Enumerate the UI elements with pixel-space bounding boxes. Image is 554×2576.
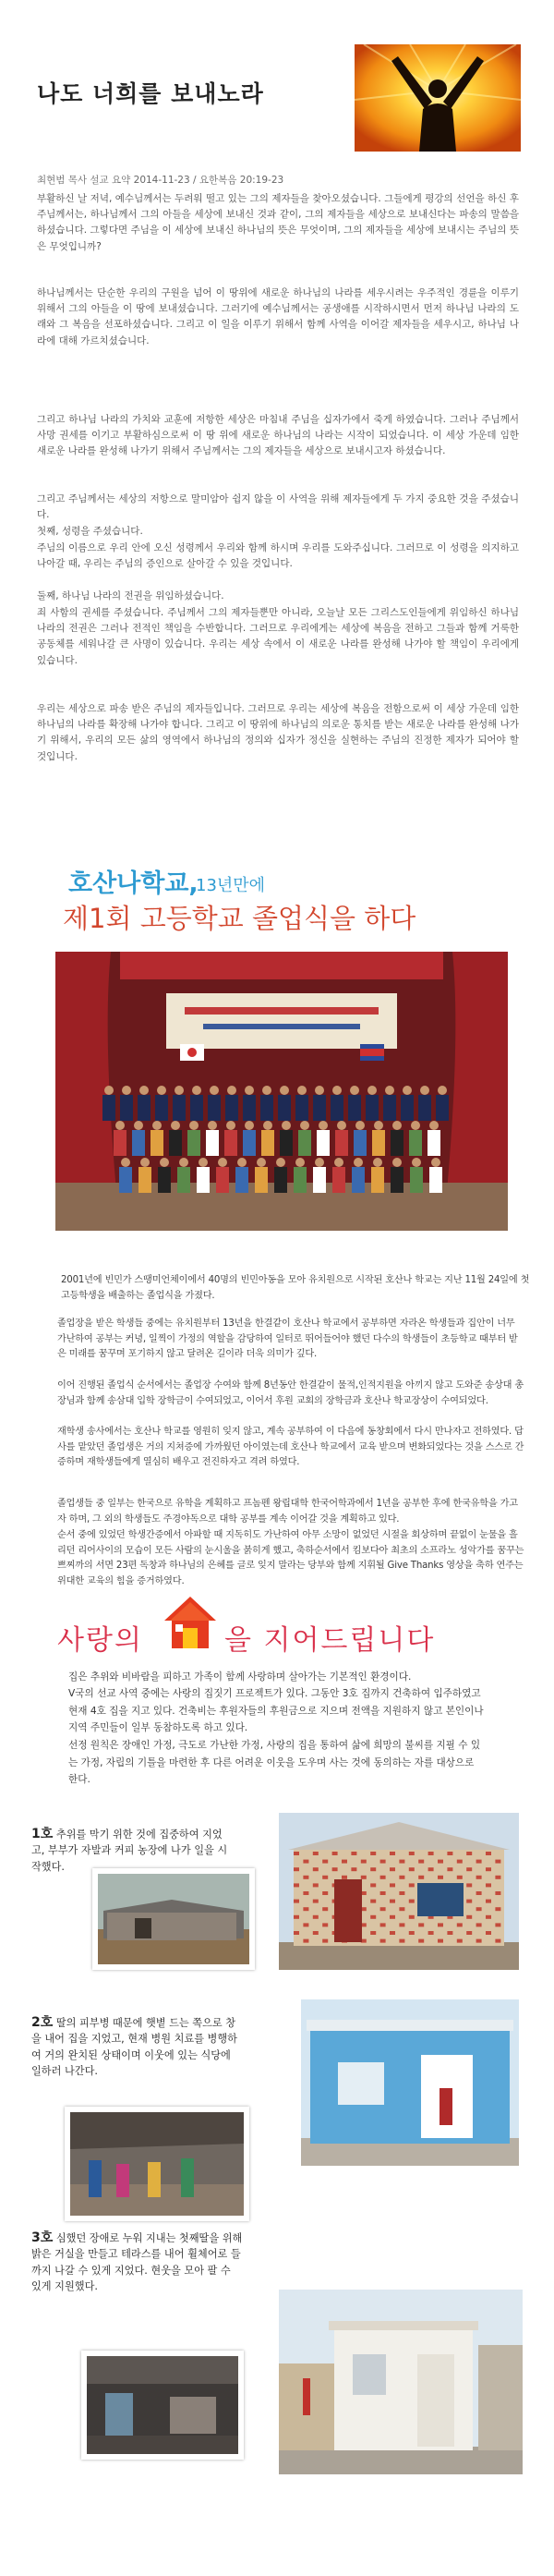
crowd-body <box>391 1130 403 1156</box>
sermon-paragraph-4: 그리고 주님께서는 세상의 저항으로 말미암아 쉽지 않을 이 사역을 위해 제자들에게 두 가지 중요한 것을 주셨습니다. <box>37 493 519 521</box>
crowd-body <box>260 1095 273 1121</box>
brick-tile <box>313 1931 319 1935</box>
crowd-head <box>152 1121 162 1130</box>
crowd-body <box>278 1095 291 1121</box>
brick-tile <box>380 1923 386 1926</box>
crowd-head <box>192 1086 201 1095</box>
sermon-meta: 최현범 목사 설교 요약 2014-11-23 / 요한복음 20:19-23 <box>37 175 284 186</box>
crowd-body <box>352 1167 365 1193</box>
crowd-head <box>262 1086 271 1095</box>
crowd-head <box>160 1158 169 1167</box>
crowd-body <box>197 1167 210 1193</box>
brick-tile <box>466 1883 472 1887</box>
crowd-head <box>392 1121 402 1130</box>
crowd-body <box>429 1167 442 1193</box>
crowd-body <box>313 1167 326 1193</box>
house-title-left: 사랑의 <box>57 1624 143 1657</box>
house-title <box>57 1617 435 1658</box>
brick-tile <box>466 1867 472 1871</box>
brick-tile <box>370 1915 376 1919</box>
crowd-head <box>297 1086 307 1095</box>
crowd-body <box>409 1130 422 1156</box>
brick-tile <box>390 1915 395 1919</box>
crowd-head <box>282 1121 291 1130</box>
crowd-body <box>372 1130 385 1156</box>
crowd-head <box>237 1158 247 1167</box>
crowd-head <box>134 1121 143 1130</box>
brick-tile <box>438 1939 443 1943</box>
brick-tile <box>495 1860 500 1864</box>
brick-tile <box>332 1867 338 1871</box>
crowd-body <box>177 1167 190 1193</box>
crowd-head <box>354 1158 363 1167</box>
crowd-head <box>122 1086 131 1095</box>
brick-tile <box>322 1891 328 1895</box>
brick-tile <box>476 1923 482 1926</box>
house-icon <box>161 1593 220 1652</box>
sermon-paragraph-8: 죄 사함의 권세를 주셨습니다. 주님께서 그의 제자들뿐만 아니라, 오늘날 모든 그리스도인들에게 위임하신 하나님 나라의 전권은 그러나 전적인 책임을 수반합니다. 그러므로 우리에게는 세상에 복음을 전하고 그들과 함께 거룩한 공동체를 세워나갈 큰 사명이 있습니다. 우리는 세상 속에서 이 새로운 나라를 완성해 나가야 할 책임이 우리에게 있습니다. <box>37 607 519 666</box>
case-2-number: 2호 <box>31 2015 54 2030</box>
brick-tile <box>390 1931 395 1935</box>
crowd-body <box>169 1130 182 1156</box>
crowd-head <box>403 1086 412 1095</box>
crowd-body <box>102 1095 115 1121</box>
brick-tile <box>332 1852 338 1855</box>
brick-tile <box>486 1900 491 1903</box>
brick-tile <box>418 1939 424 1943</box>
brick-tile <box>303 1939 308 1943</box>
crowd-body <box>243 1095 256 1121</box>
crowd-head <box>373 1158 382 1167</box>
crowd-head <box>319 1121 328 1130</box>
brick-tile <box>495 1923 500 1926</box>
crowd-head <box>208 1121 217 1130</box>
crowd-head <box>210 1086 219 1095</box>
brick-tile <box>409 1852 415 1855</box>
brick-tile <box>466 1852 472 1855</box>
house-intro-3: 선정 원칙은 장애인 가정, 극도로 가난한 가정, 사랑의 집을 통하여 삶에 희망의 불씨를 지필 수 있는 가정, 자립의 기틀을 마련한 후 다른 어려운 이웃을 도우며 사는 것에 동의하는 자를 대상으로 한다. <box>68 1740 481 1786</box>
crowd-body <box>187 1130 200 1156</box>
crowd-head <box>411 1121 420 1130</box>
brick-tile <box>476 1876 482 1879</box>
crowd-head <box>412 1158 421 1167</box>
brick-tile <box>390 1867 395 1871</box>
crowd-body <box>190 1095 203 1121</box>
sermon-paragraph-1: 부활하신 날 저녁, 예수님께서는 두려워 떨고 있는 그의 제자들을 찾아오셨습니다. 그들에게 평강의 선언을 하신 후 주님께서는, 하나님께서 그의 아들을 세상에 보내신 것과 같이, 그의 제자들을 세상으로 보내신다는 파송의 말씀을 하셨습니다. 그렇다면 주님을 이 세상에 보내신 하나님의 뜻은 무엇이며, 그의 제자들을 세상에 보내시는 주님의 뜻은 무엇입니까? <box>37 193 519 252</box>
crowd-head <box>175 1086 184 1095</box>
crowd-head <box>227 1086 236 1095</box>
brick-tile <box>303 1907 308 1911</box>
brick-tile <box>409 1915 415 1919</box>
brick-tile <box>313 1852 319 1855</box>
crowd-head <box>355 1121 365 1130</box>
brick-tile <box>390 1883 395 1887</box>
school-paragraph-3: 이어 진행된 졸업식 순서에서는 졸업장 수여와 함께 8년동안 한결같이 물적,인적지원을 아끼지 않고 도와준 송상대 총장님과 함께 송삼대 입학 장학금이 수여되었고, 이어서 후원 교회의 장학금과 호산나 학교장상이 수여되었다. <box>57 1380 524 1406</box>
brick-tile <box>447 1852 452 1855</box>
crowd-body <box>235 1167 248 1193</box>
crowd-body <box>173 1095 186 1121</box>
brick-tile <box>418 1860 424 1864</box>
brick-tile <box>303 1860 308 1864</box>
brick-tile <box>495 1907 500 1911</box>
crowd-head <box>315 1158 324 1167</box>
crowd-body <box>274 1167 287 1193</box>
crowd-body <box>120 1095 133 1121</box>
brick-tile <box>399 1876 404 1879</box>
crowd-body <box>255 1167 268 1193</box>
house-title-right: 을 지어드립니다 <box>223 1624 436 1657</box>
crowd-body <box>243 1130 256 1156</box>
crowd-head <box>429 1121 439 1130</box>
case-3-after-photo <box>279 2290 523 2474</box>
brick-tile <box>466 1900 472 1903</box>
crowd-body <box>114 1130 126 1156</box>
brick-tile <box>313 1867 319 1871</box>
brick-tile <box>294 1867 299 1871</box>
crowd-body <box>298 1130 311 1156</box>
case-2-text <box>31 2015 244 2080</box>
brick-tile <box>476 1891 482 1895</box>
crowd-body <box>132 1130 145 1156</box>
brick-tile <box>322 1876 328 1879</box>
brick-tile <box>390 1852 395 1855</box>
sermon-paragraph-6: 주님의 이름으로 우리 안에 오신 성령께서 우리와 함께 하시며 우리를 도와주십니다. 그러므로 이 성령을 의지하고 나아갈 때, 우리는 주님의 증인으로 살아갈 수 있을 것입니다. <box>37 542 519 570</box>
crowd-head <box>374 1121 383 1130</box>
brick-tile <box>409 1867 415 1871</box>
house-intro-2: V국의 선교 사역 중에는 사랑의 집짓기 프로젝트가 있다. 그동안 3호 집까지 건축하여 입주하였고 현재 4호 집을 지고 있다. 건축비는 후원자들의 후원금으로 지으며 전액을 지원하지 않고 본인이나 지역 주민들이 일부 동참하도록 하고 있다. <box>68 1688 484 1734</box>
brick-tile <box>294 1852 299 1855</box>
brick-tile <box>486 1867 491 1871</box>
brick-tile <box>457 1876 463 1879</box>
crowd-body <box>313 1095 326 1121</box>
crowd-head <box>350 1086 359 1095</box>
crowd-head <box>300 1121 309 1130</box>
case-3-number: 3호 <box>31 2230 54 2245</box>
brick-tile <box>476 1907 482 1911</box>
brick-tile <box>457 1923 463 1926</box>
crowd-body <box>348 1095 361 1121</box>
brick-tile <box>409 1931 415 1935</box>
case-2-before-photo <box>65 2107 249 2221</box>
graduation-photo <box>55 952 508 1231</box>
case-3-text <box>31 2230 244 2295</box>
brick-tile <box>399 1891 404 1895</box>
crowd-body <box>151 1130 163 1156</box>
case-2-after-photo <box>301 1999 519 2166</box>
brick-tile <box>361 1860 367 1864</box>
brick-tile <box>351 1867 356 1871</box>
brick-tile <box>380 1891 386 1895</box>
crowd-head <box>121 1158 130 1167</box>
brick-tile <box>361 1876 367 1879</box>
crowd-body <box>208 1095 221 1121</box>
crowd-head <box>171 1121 180 1130</box>
school-paragraph-6: 순서 중에 있었던 학생간증에서 아파할 때 지독히도 가난하여 아무 소망이 없었던 시절을 회상하며 끝없이 눈물을 흘리던 리어사이의 모습이 모든 사람의 눈시울을 붉히게 했고, 축하순서에서 킴보다아 최초의 소프라노 성악가를 꿈꾸는 쁘찌까의 서면 23편 독창과 하나님의 은혜를 글로 잊지 말라는 당부와 함께 지휘될 Give Thanks 영상을 축하 연주는 위대한 교육의 힘을 증거하였다. <box>57 1530 524 1586</box>
sermon-paragraph-5: 첫째, 성령을 주셨습니다. <box>37 526 143 537</box>
crowd-body <box>371 1167 384 1193</box>
brick-tile <box>380 1876 386 1879</box>
crowd-body <box>436 1095 449 1121</box>
crowd-head <box>226 1121 235 1130</box>
crowd-head <box>385 1086 394 1095</box>
crowd-head <box>334 1158 343 1167</box>
crowd-body <box>294 1167 307 1193</box>
brick-tile <box>466 1931 472 1935</box>
brick-tile <box>390 1900 395 1903</box>
crowd-head <box>263 1121 272 1130</box>
crowd-head <box>257 1158 266 1167</box>
brick-tile <box>294 1883 299 1887</box>
brick-tile <box>342 1860 347 1864</box>
brick-tile <box>476 1860 482 1864</box>
brick-tile <box>322 1923 328 1926</box>
crowd-body <box>206 1130 219 1156</box>
school-heading: 호산나학교, <box>68 869 199 898</box>
case-1-number: 1호 <box>31 1827 54 1841</box>
brick-tile <box>476 1939 482 1943</box>
brick-tile <box>438 1923 443 1926</box>
crowd-body <box>335 1130 348 1156</box>
brick-tile <box>428 1867 434 1871</box>
crowd-head <box>199 1158 208 1167</box>
crowd-head <box>157 1086 166 1095</box>
crowd-head <box>431 1158 440 1167</box>
brick-tile <box>495 1876 500 1879</box>
brick-tile <box>380 1860 386 1864</box>
crowd-head <box>392 1158 402 1167</box>
crowd-head <box>332 1086 342 1095</box>
brick-tile <box>313 1883 319 1887</box>
brick-tile <box>399 1860 404 1864</box>
crowd-body <box>224 1130 237 1156</box>
school-paragraph-5: 졸업생들 중 일부는 한국으로 유학을 계획하고 프놈펜 왕립대학 한국어학과에서 1년을 공부한 후에 한국유학을 가고자 하며, 그 외의 학생들도 주경야독으로 대학 공부를 계속 이어갈 것을 계획하고 있다. <box>57 1499 518 1525</box>
brick-tile <box>313 1900 319 1903</box>
brick-tile <box>457 1860 463 1864</box>
brick-tile <box>486 1883 491 1887</box>
sermon-paragraph-7: 둘째, 하나님 나라의 전권을 위임하셨습니다. <box>37 590 224 601</box>
crowd-body <box>138 1095 151 1121</box>
crowd-head <box>367 1086 377 1095</box>
crowd-head <box>140 1158 150 1167</box>
crowd-head <box>276 1158 285 1167</box>
crowd-body <box>383 1095 396 1121</box>
crowd-body <box>155 1095 168 1121</box>
crowd-head <box>315 1086 324 1095</box>
crowd-body <box>225 1095 238 1121</box>
brick-tile <box>399 1923 404 1926</box>
hero-image <box>355 44 521 152</box>
case-1-before-photo <box>92 1868 255 1970</box>
brick-tile <box>409 1883 415 1887</box>
sermon-paragraph-9: 우리는 세상으로 파송 받은 주님의 제자들입니다. 그러므로 우리는 세상에 복음을 전함으로써 이 세상 가운데 임한 하나님의 나라를 확장해 나가야 합니다. 그리고 이 땅위에 하나님의 의로운 통치를 받는 새로운 나라를 완성해 나가기 위해서, 우리의 모든 삶의 영역에서 하나님의 정의와 십자가 정신을 실현하는 주님의 진정한 제자가 되어야 할 것입니다. <box>37 703 519 762</box>
brick-tile <box>486 1915 491 1919</box>
brick-tile <box>457 1939 463 1943</box>
brick-tile <box>342 1876 347 1879</box>
brick-tile <box>486 1931 491 1935</box>
brick-tile <box>399 1939 404 1943</box>
brick-tile <box>486 1852 491 1855</box>
brick-tile <box>428 1931 434 1935</box>
crowd-head <box>420 1086 429 1095</box>
crowd-head <box>438 1086 447 1095</box>
brick-tile <box>322 1907 328 1911</box>
crowd-body <box>138 1167 151 1193</box>
house-intro-1: 집은 추위와 비바람을 피하고 가족이 함께 사랑하며 살아가는 기본적인 환경이다. <box>68 1671 412 1683</box>
crowd-body <box>391 1167 403 1193</box>
crowd-body <box>331 1095 343 1121</box>
case-2-description: 딸의 피부병 때문에 햇볕 드는 쪽으로 창을 내어 집을 지었고, 현재 병원 치료를 병행하여 거의 완치된 상태이며 이웃에 있는 식당에 일하러 나간다. <box>31 2017 237 2078</box>
school-paragraph-2: 졸업장을 받은 학생들 중에는 유치원부터 13년을 한결같이 호산나 학교에서 공부하면 자라온 학생들과 집안이 너무 가난하여 공부는 커녕, 일찍이 가정의 역할을 감당하여 일터로 뛰어들어야 했던 다수의 학생들이 초등학교 때부터 받은 미래를 꿈꾸며 포기하지 않고 달려온 길이라 더욱 의미가 깊다. <box>57 1318 518 1360</box>
crowd-head <box>139 1086 149 1095</box>
brick-tile <box>303 1923 308 1926</box>
brick-tile <box>322 1939 328 1943</box>
brick-tile <box>428 1852 434 1855</box>
school-paragraph-4: 재학생 송사에서는 호산나 학교를 영원히 잊지 않고, 계속 공부하여 이 다음에 동창회에서 다시 만나자고 전하였다. 답사를 맡았던 졸업생은 거의 지쳐증에 가까웠던 아이였는데 호산나 학교에서 교육 받으며 변화되었다는 것을 스스로 간증하며 재학생들에게 열심히 배우고 전진하자고 격려 하였다. <box>57 1427 524 1468</box>
brick-tile <box>418 1876 424 1879</box>
school-paragraph-1: 2001년에 빈민가 스땡미언체이에서 40명의 빈민아동을 모아 유치원으로 시작된 호산나 학교는 지난 11월 24일에 첫 고등학생을 배출하는 졸업식을 가졌다. <box>61 1275 530 1301</box>
crowd-head <box>218 1158 227 1167</box>
crowd-head <box>115 1121 125 1130</box>
crowd-head <box>189 1121 199 1130</box>
brick-tile <box>322 1860 328 1864</box>
sermon-paragraph-3: 그리고 하나님 나라의 가치와 교훈에 저항한 세상은 마침내 주님을 십자가에서 죽게 하였습니다. 그러나 주님께서 사망 권세를 이기고 부활하심으로써 이 땅 위에 새로운 하나님의 나라는 시작이 되었습니다. 이 세상 가운데 임한 새로운 나라를 완성해 나가기 위해서 주님께서는 그의 제자들을 세상으로 보내시고자 하셨습니다. <box>37 414 519 457</box>
crowd-head <box>179 1158 188 1167</box>
crowd-body <box>295 1095 308 1121</box>
crowd-body <box>354 1130 367 1156</box>
crowd-head <box>337 1121 346 1130</box>
brick-tile <box>447 1931 452 1935</box>
brick-tile <box>294 1900 299 1903</box>
brick-tile <box>399 1907 404 1911</box>
case-3-description: 심했던 장애로 누워 지내는 첫째딸을 위해 밝은 거실을 만들고 테라스를 내어 휠체어로 들까지 나갈 수 있게 지었다. 현웃을 모아 팔 수 있게 지원했다. <box>31 2232 243 2293</box>
brick-tile <box>495 1891 500 1895</box>
crowd-head <box>280 1086 289 1095</box>
crowd-head <box>245 1086 254 1095</box>
crowd-head <box>104 1086 114 1095</box>
brick-tile <box>303 1876 308 1879</box>
brick-tile <box>495 1939 500 1943</box>
brick-tile <box>370 1931 376 1935</box>
crowd-body <box>410 1167 423 1193</box>
brick-tile <box>409 1900 415 1903</box>
crowd-body <box>366 1095 379 1121</box>
crowd-body <box>317 1130 330 1156</box>
brick-tile <box>466 1915 472 1919</box>
crowd-body <box>418 1095 431 1121</box>
brick-tile <box>370 1867 376 1871</box>
crowd-body <box>280 1130 293 1156</box>
brick-tile <box>303 1891 308 1895</box>
school-heading-sub: 13년만에 <box>196 876 266 895</box>
crowd-body <box>216 1167 229 1193</box>
brick-tile <box>370 1883 376 1887</box>
crowd-body <box>332 1167 345 1193</box>
crowd-body <box>119 1167 132 1193</box>
crowd-head <box>245 1121 254 1130</box>
sermon-title: 나도 너희를 보내노라 <box>37 80 264 107</box>
school-subtitle: 제1회 고등학교 졸업식을 하다 <box>63 903 416 934</box>
crowd-body <box>428 1130 440 1156</box>
brick-tile <box>313 1915 319 1919</box>
brick-tile <box>351 1852 356 1855</box>
crowd-body <box>261 1130 274 1156</box>
brick-tile <box>438 1860 443 1864</box>
sermon-paragraph-2: 하나님께서는 단순한 우리의 구원을 넘어 이 땅위에 새로운 하나님의 나라를 세우시려는 우주적인 경륜을 이루기 위해서 그의 아들을 이 땅에 보내셨습니다. 그러기에 예수님께서는 공생애를 시작하시면서 먼저 하나님 나라의 도래와 그 복음을 선포하셨습니다. 그리고 이 일을 이루기 위해서 함께 사역을 이어갈 제자들을 세우시고, 하나님 나라에 대해 가르치셨습니다. <box>37 287 519 346</box>
brick-tile <box>294 1915 299 1919</box>
brick-tile <box>447 1867 452 1871</box>
brick-tile <box>438 1876 443 1879</box>
case-3-before-photo <box>81 2351 244 2460</box>
case-1-after-photo <box>279 1813 519 1970</box>
brick-tile <box>380 1939 386 1943</box>
case-1-description: 추위를 막기 위한 것에 집중하여 지었고, 부부가 자발과 커피 농장에 나가 일을 시작했다. <box>31 1829 228 1873</box>
crowd-head <box>295 1158 305 1167</box>
brick-tile <box>418 1923 424 1926</box>
crowd-body <box>158 1167 171 1193</box>
crowd-body <box>401 1095 414 1121</box>
brick-tile <box>370 1900 376 1903</box>
brick-tile <box>370 1852 376 1855</box>
brick-tile <box>294 1931 299 1935</box>
brick-tile <box>380 1907 386 1911</box>
